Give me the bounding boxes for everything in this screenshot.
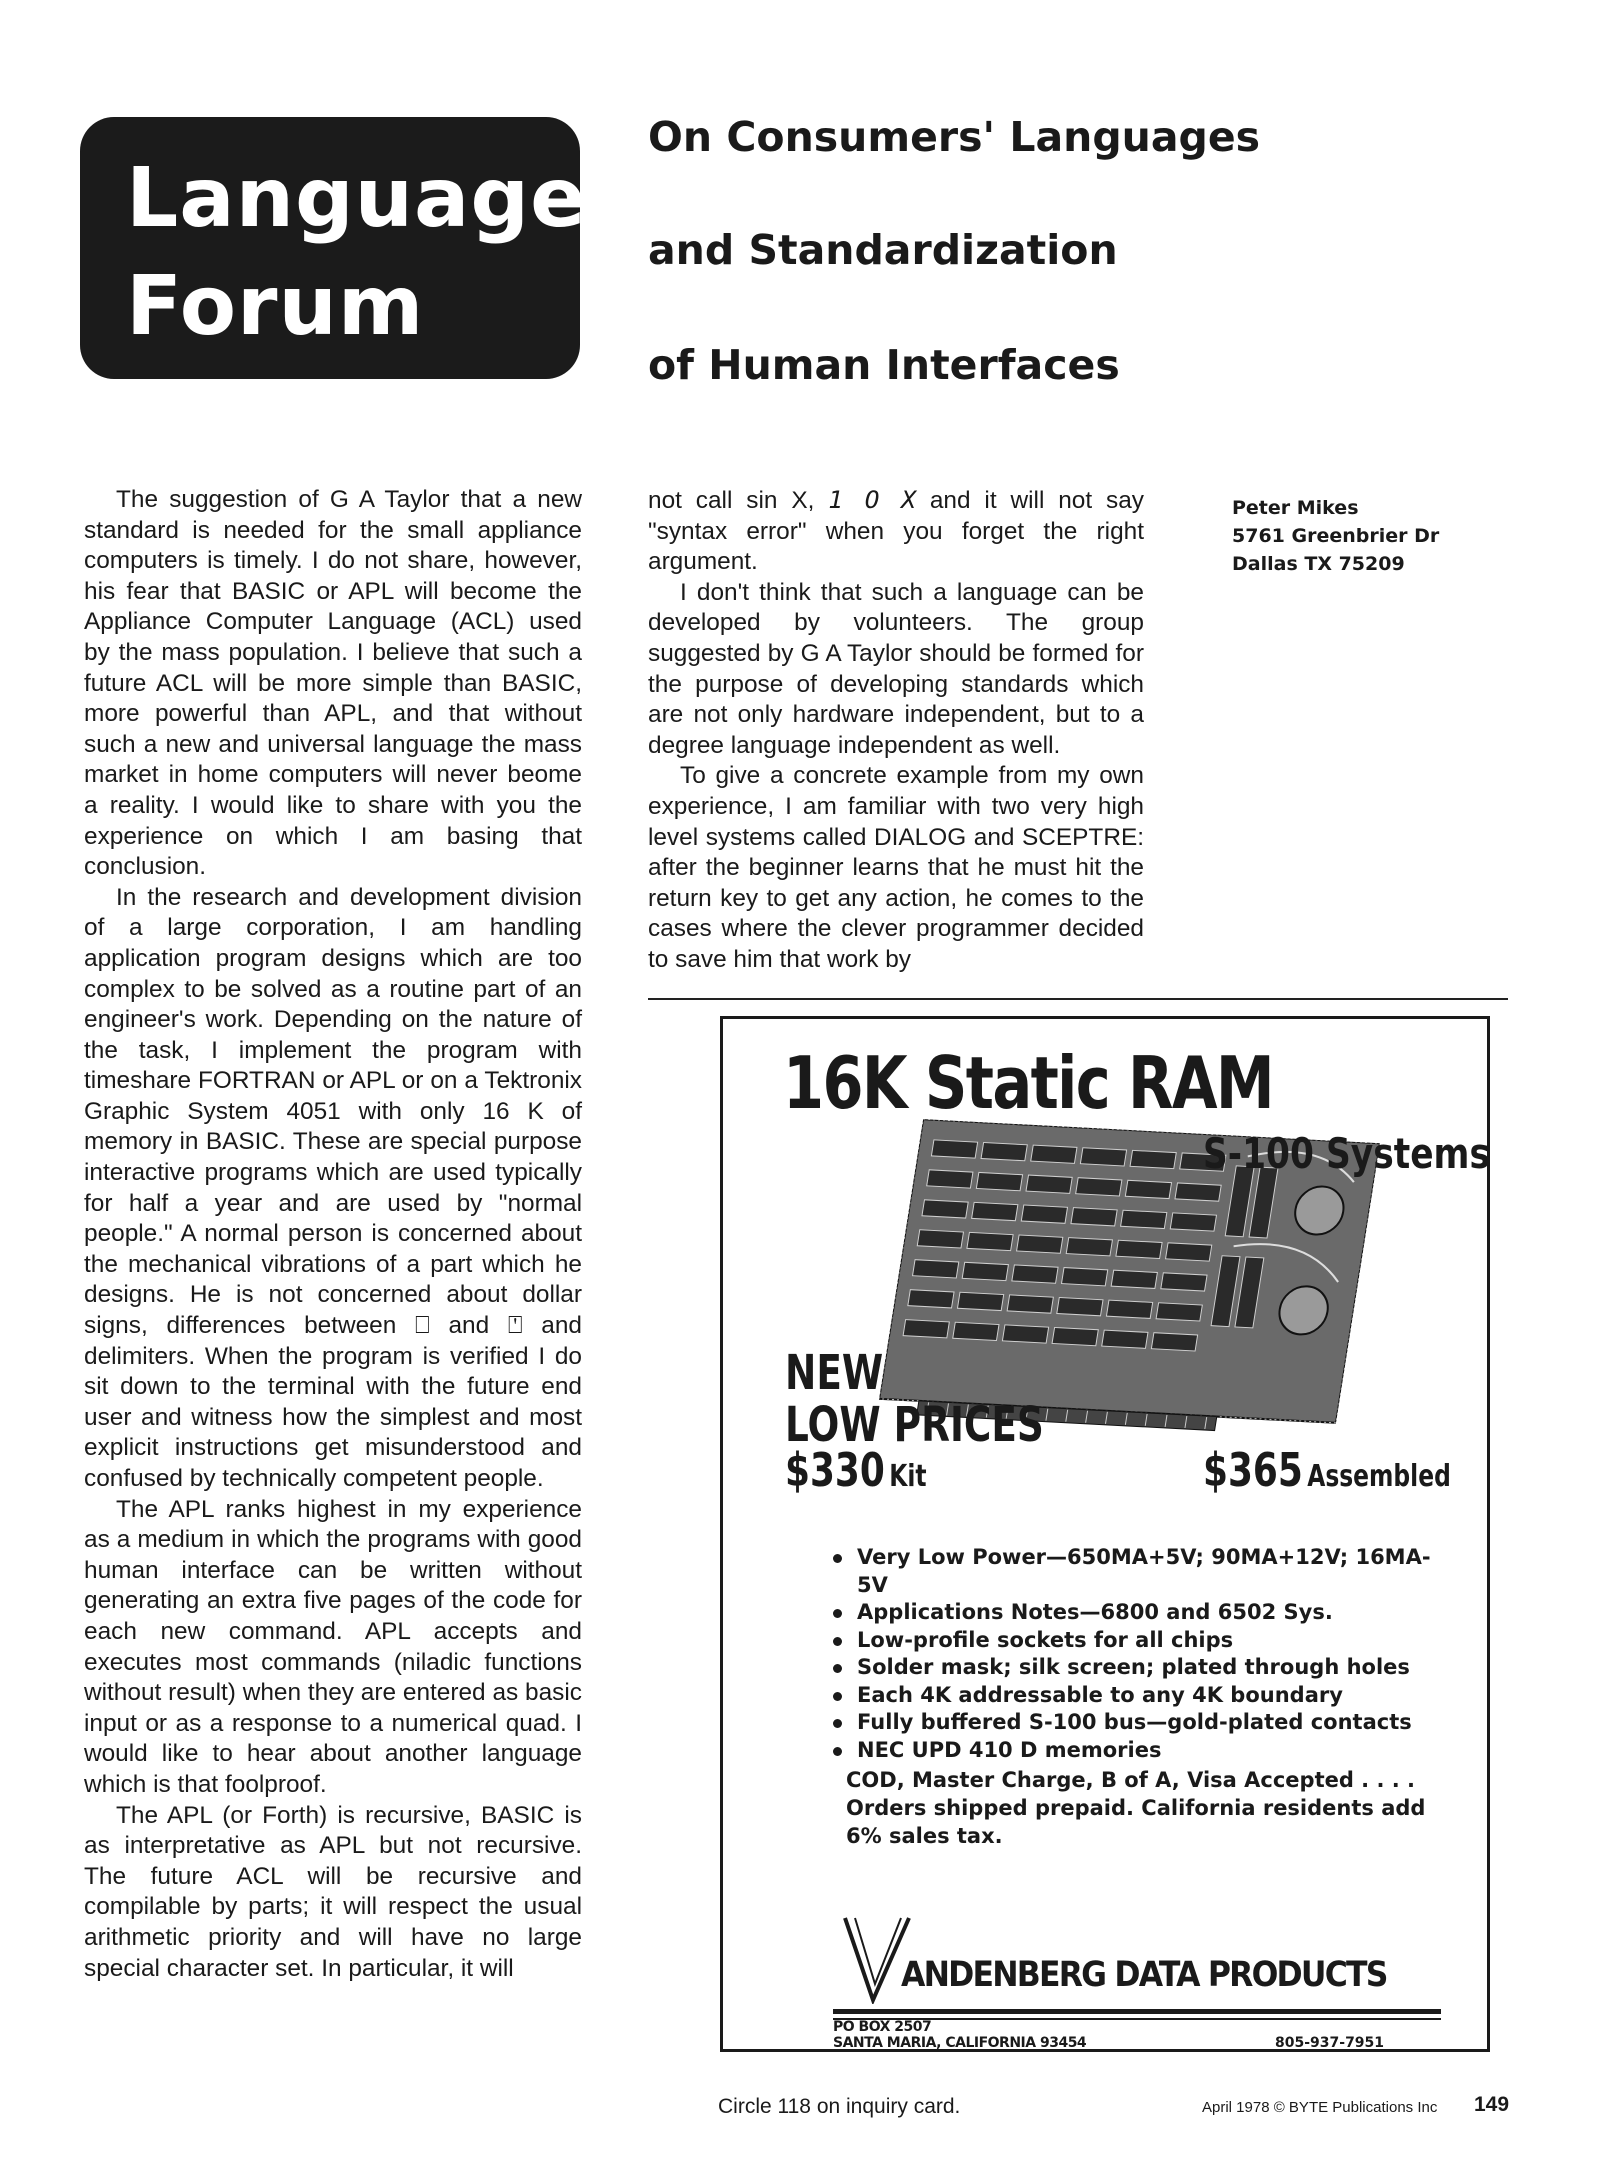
feature-item: Low-profile sockets for all chips [833,1627,1443,1655]
address-line-2: SANTA MARIA, CALIFORNIA 93454 [833,2035,1087,2051]
title-line-3: of Human Interfaces [648,341,1120,389]
page-number: 149 [1474,2093,1510,2116]
article-column-1 [84,485,582,1984]
quad-symbol: ⎕ [415,1312,430,1340]
ad-rule-thick [833,2009,1441,2014]
paragraph-text: and delimiters. When the program is verified I do sit down to the terminal with the future end user and witness how the simplest and most explicit instructions get misunderstood and confused by technically competent people. [84,1312,582,1492]
kit-price [785,1443,927,1497]
company-address [833,2019,1086,2051]
paragraph-text: and it will not say "syntax error" when you forget the right argument. [648,487,1144,576]
paragraph: The APL (or Forth) is recursive, BASIC is as interpretative as APL but not recursive. The future ACL will be recursive and compilable by parts; it will respect the usual arithmetic priority and will have no large special character set. In particular, it will [84,1801,582,1982]
ad-new-line-2: LOW PRICES [785,1397,1044,1453]
paragraph-text: not call sin X, [648,487,815,514]
ram-advertisement [720,1016,1490,2052]
paragraph: The suggestion of G A Taylor that a new standard is needed for the small appliance computers is timely. I do not share, however, his fear that BASIC or APL will become the Appliance Computer Language (ACL) used by the mass population. I believe that such a future ACL will be more simple than BASIC, more powerful than APL, and that without such a new and universal language the mass market in home computers will never beome a reality. I would like to share with you the experience on which I am basing that conclusion. [84,486,582,881]
author-block [1232,494,1502,578]
assembled-price [1203,1443,1451,1497]
ordering-terms: COD, Master Charge, B of A, Visa Accepted . . . . Orders shipped prepaid. California residents add 6% sales tax. [846,1768,1426,1848]
feature-list [833,1544,1443,1764]
ad-headline: 16K Static RAM [783,1041,1274,1125]
address-line-1: PO BOX 2507 [833,2019,932,2035]
paragraph [648,485,1144,578]
copyright-line: April 1978 © BYTE Publications Inc [1202,2099,1438,2116]
company-name: ANDENBERG DATA PRODUCTS [901,1955,1387,1995]
feature-item: Very Low Power—650MA+5V; 90MA+12V; 16MA-5V [833,1544,1443,1599]
author-city: Dallas TX 75209 [1232,553,1405,575]
company-phone: 805-937-7951 [1275,2035,1385,2051]
author-street: 5761 Greenbrier Dr [1232,525,1440,547]
paragraph: To give a concrete example from my own experience, I am familiar with two very high level systems called DIALOG and SCEPTRE: after the beginner learns that he must hit the return key to get any action, he comes to the cases where the clever programmer decided to save him that work by [648,762,1144,973]
inquiry-note: Circle 118 on inquiry card. [718,2095,961,2118]
apl-code: 1 O X [828,485,916,514]
ad-new-prices [785,1347,1044,1451]
feature-item: Applications Notes—6800 and 6502 Sys. [833,1599,1443,1627]
paragraph: I don't think that such a language can be developed by volunteers. The group suggested by G A Taylor should be formed for the purpose of developing standards which are not only hardware independent, but to a degree language independent as well. [648,578,1144,759]
paragraph-text: In the research and development division of a large corporation, I am handling application program designs which are too complex to be solved as a routine part of an engineer's work. Depending on the nature of the task, I implement the program with timeshare FORTRAN or APL or on a Tektronix Graphic System 4051 with only 16 K of memory in BASIC. These are special purpose interactive programs which are used typically for half a year and are used by "normal people." A normal person is concerned about the mechanical vibrations of a part which he designs. He is not concerned about dollar signs, differences between [84,883,582,1340]
title-line-1: On Consumers' Languages [648,113,1261,161]
logo-line-2: Forum [126,259,425,354]
quote-quad-symbol: ⍞ [507,1312,523,1340]
paragraph [84,883,582,1495]
languages-forum-logo [80,117,637,379]
ad-subhead: S-100 Systems [1203,1129,1490,1178]
feature-item: Solder mask; silk screen; plated through holes [833,1654,1443,1682]
feature-item: Fully buffered S-100 bus—gold-plated contacts [833,1709,1443,1737]
article-column-2 [648,485,1144,976]
and-text: and [448,1312,490,1340]
kit-price-value: $330 [785,1443,885,1497]
feature-item: Each 4K addressable to any 4K boundary [833,1682,1443,1710]
feature-item: NEC UPD 410 D memories [833,1737,1443,1765]
kit-price-label: Kit [889,1459,927,1494]
title-line-2: and Standardization [648,226,1118,274]
assembled-price-value: $365 [1203,1443,1303,1497]
assembled-price-label: Assembled [1307,1459,1451,1494]
ad-new-line-1: NEW [785,1345,884,1401]
logo-line-1: Languages [126,151,637,246]
author-name: Peter Mikes [1232,497,1359,519]
paragraph: The APL ranks highest in my experience as a medium in which the programs with good human interface can be written without generating an extra five pages of the code for each new command. APL accepts and executes most commands (niladic functions without result) when they are entered as basic input or as a response to a numerical quad. I would like to hear about another language which is that foolproof. [84,1495,582,1798]
ad-top-rule [648,998,1508,1000]
